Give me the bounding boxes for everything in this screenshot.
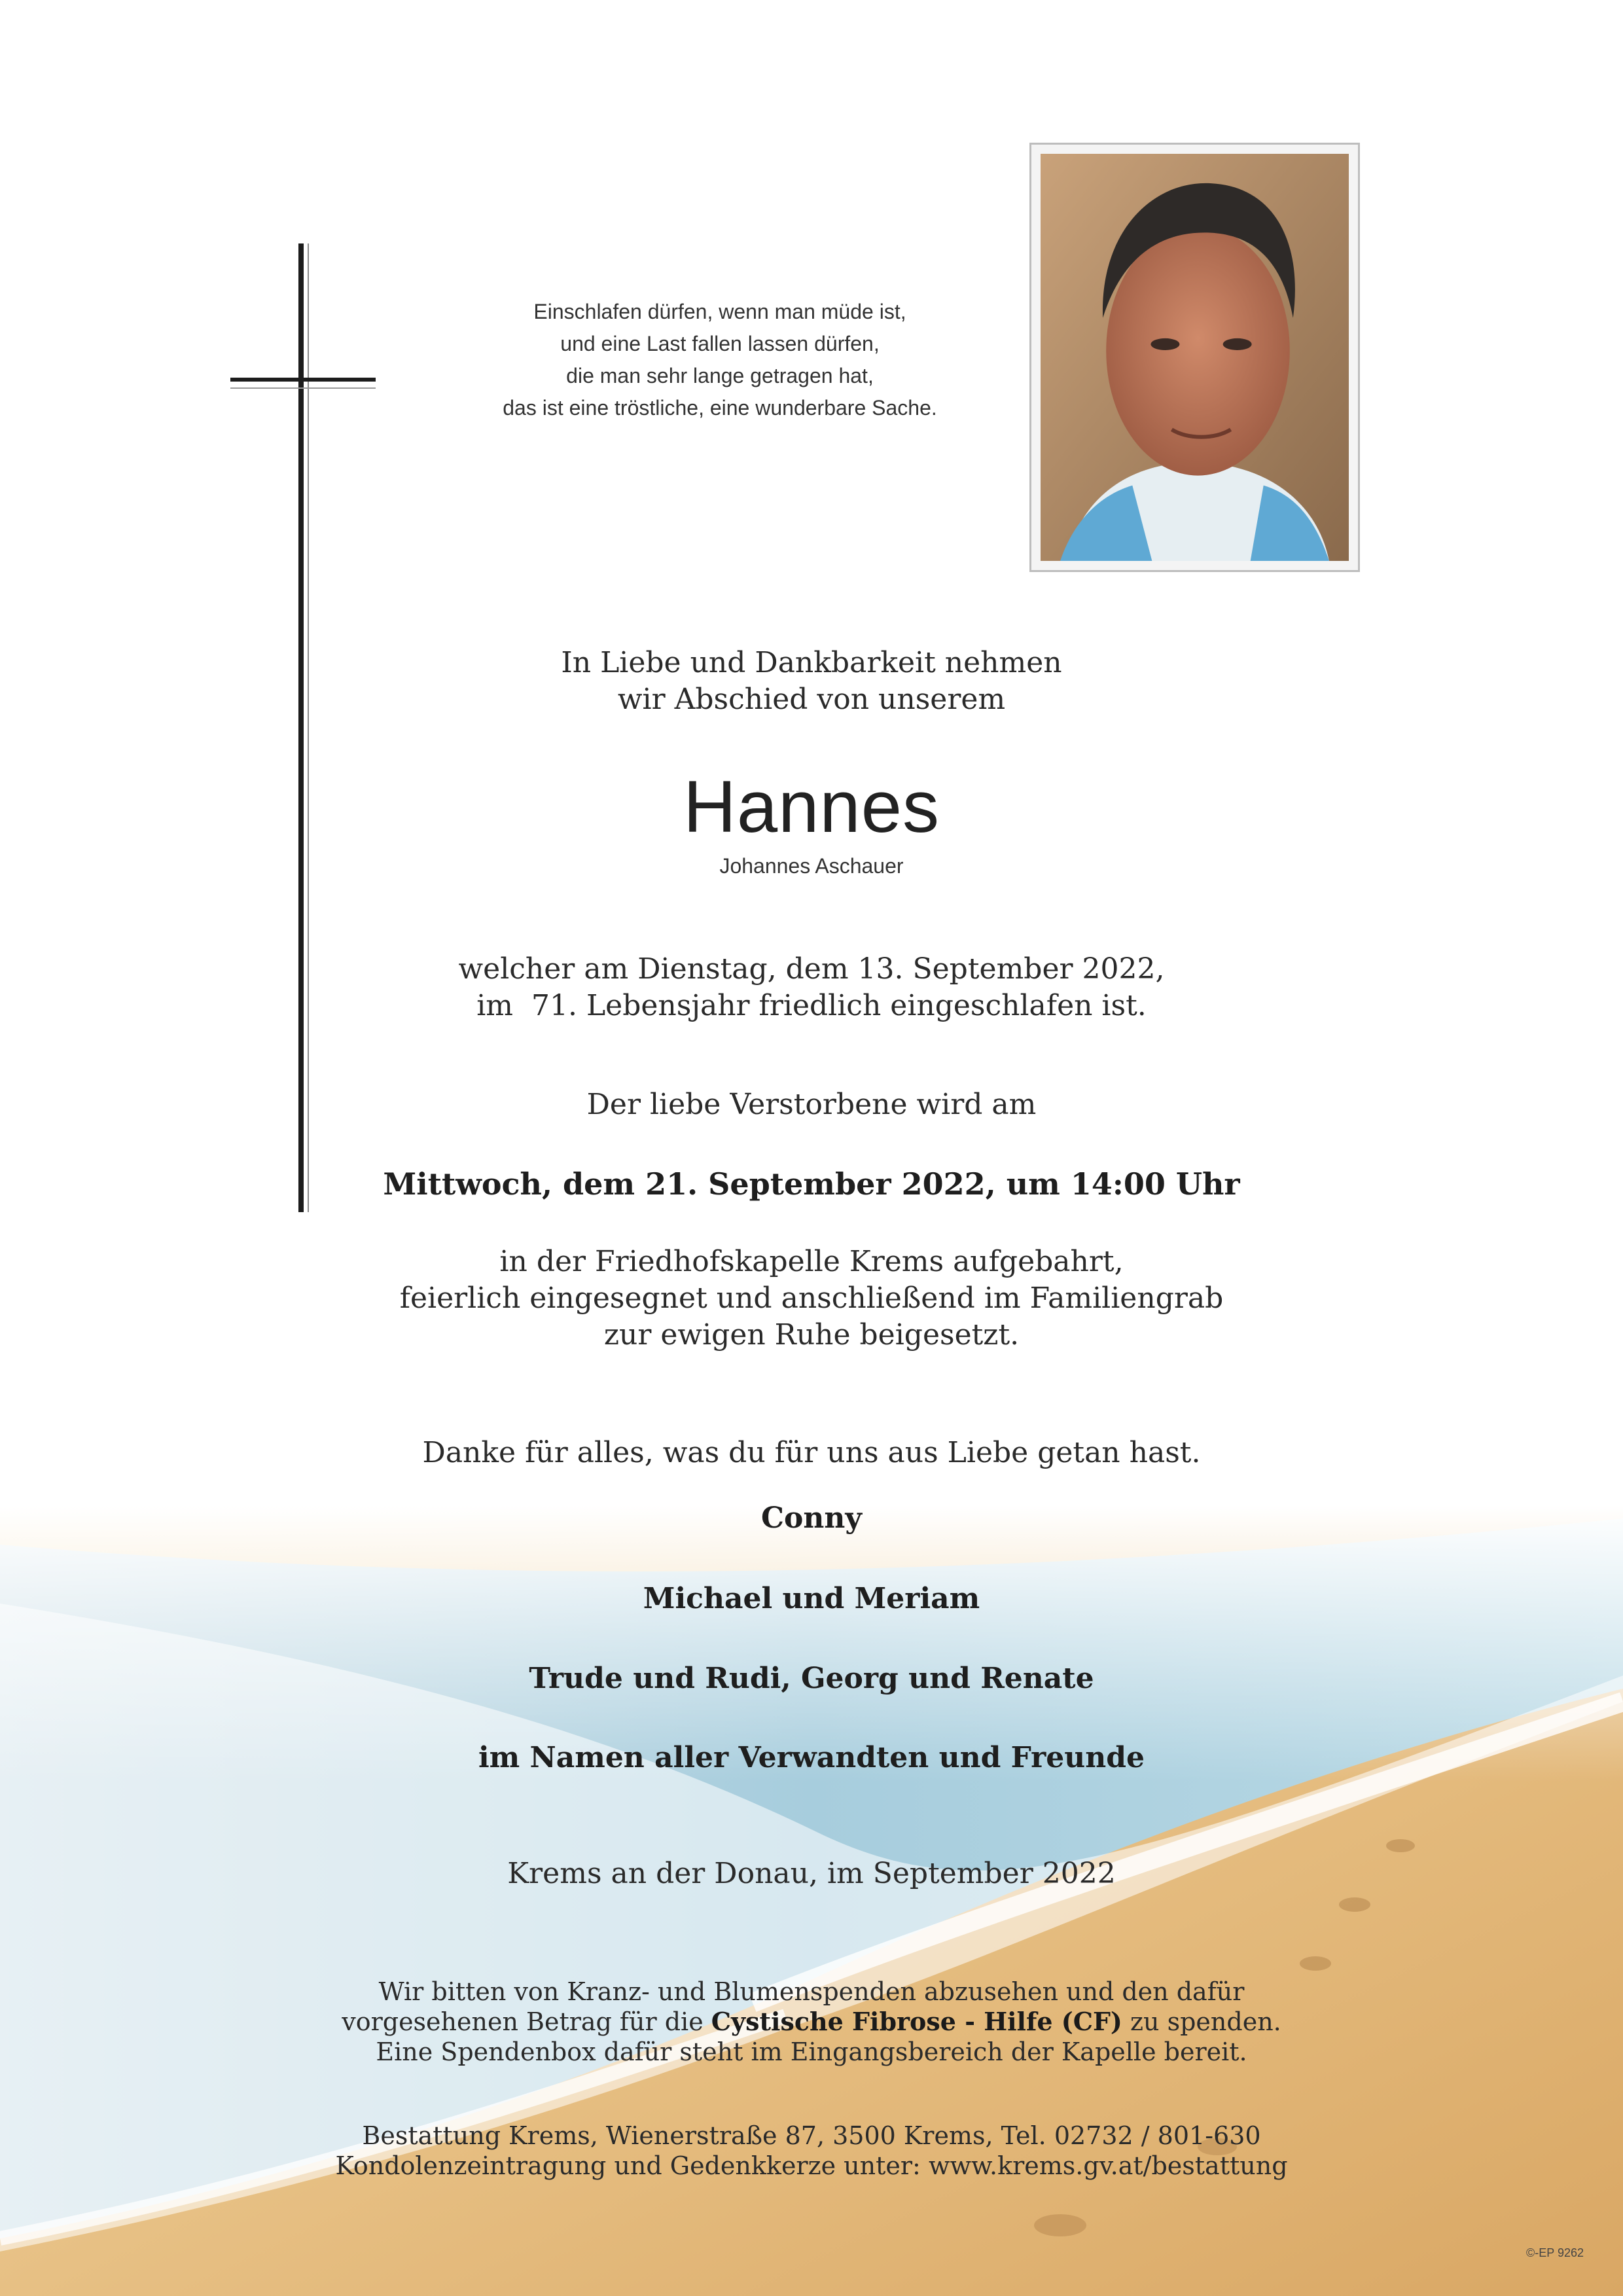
portrait-photo [1041,154,1349,561]
deceased-full-name: Johannes Aschauer [719,854,904,878]
thanks-text: Danke für alles, was du für uns aus Liebe getan hast. [422,1436,1201,1469]
funeral-line-1: in der Friedhofskapelle Krems aufgebahrt, [499,1245,1124,1278]
template-code: ©-EP 9262 [1526,2246,1584,2259]
intro-line-1: In Liebe und Dankbarkeit nehmen [561,646,1062,679]
family-name: Conny [761,1501,862,1535]
donation-line-3: Eine Spendenbox dafür steht im Eingangsbereich der Kapelle bereit. [376,2037,1247,2066]
donation-line-2 [0,2007,1623,2037]
poem-line: die man sehr lange getragen hat, [566,364,874,387]
funeral-details [0,1244,1623,1354]
cross-icon-shadow [308,243,309,1212]
place-and-date: Krems an der Donau, im September 2022 [507,1857,1116,1890]
poem-line: und eine Last fallen lassen dürfen, [560,332,880,355]
death-line-2: im 71. Lebensjahr friedlich eingeschlafen ist. [476,989,1147,1022]
cross-icon-shadow-horizontal [230,387,376,389]
intro-line-2: wir Abschied von unserem [617,683,1006,716]
poem-line: das ist eine tröstliche, eine wunderbare Sache. [503,396,937,420]
funeral-intro: Der liebe Verstorbene wird am [586,1088,1037,1121]
family-name: im Namen aller Verwandten und Freunde [478,1741,1145,1774]
donation-line-2-pre: vorgesehenen Betrag für die [342,2007,704,2036]
deceased-name: Hannes [683,766,940,848]
death-info [0,951,1623,1024]
poem-line: Einschlafen dürfen, wenn man müde ist, [533,300,906,323]
family-name: Trude und Rudi, Georg und Renate [529,1662,1094,1695]
poem [458,296,982,424]
funeral-line-2: feierlich eingesegnet und anschließend im Familiengrab [399,1282,1224,1315]
cross-icon-horizontal [230,378,376,382]
intro-text [0,645,1623,718]
donation-line-2-post: zu spenden. [1130,2007,1281,2036]
funeral-line-3: zur ewigen Ruhe beigesetzt. [603,1318,1020,1352]
funeral-date: Mittwoch, dem 21. September 2022, um 14:00 Uhr [383,1166,1240,1202]
donation-note [0,1977,1623,2067]
condolence-link-line: Kondolenzeintragung und Gedenkkerze unter: www.krems.gv.at/bestattung [335,2151,1288,2180]
donation-line-1: Wir bitten von Kranz- und Blumenspenden abzusehen und den dafür [378,1977,1245,2006]
death-line-1: welcher am Dienstag, dem 13. September 2022, [458,952,1165,986]
address-line: Bestattung Krems, Wienerstraße 87, 3500 Krems, Tel. 02732 / 801-630 [362,2121,1261,2150]
family-name: Michael und Meriam [643,1582,980,1615]
portrait-photo-frame [1029,143,1360,572]
cross-icon-vertical [298,243,304,1212]
funeral-home-address [0,2121,1623,2181]
donation-charity-name: Cystische Fibrose - Hilfe (CF) [711,2007,1122,2036]
